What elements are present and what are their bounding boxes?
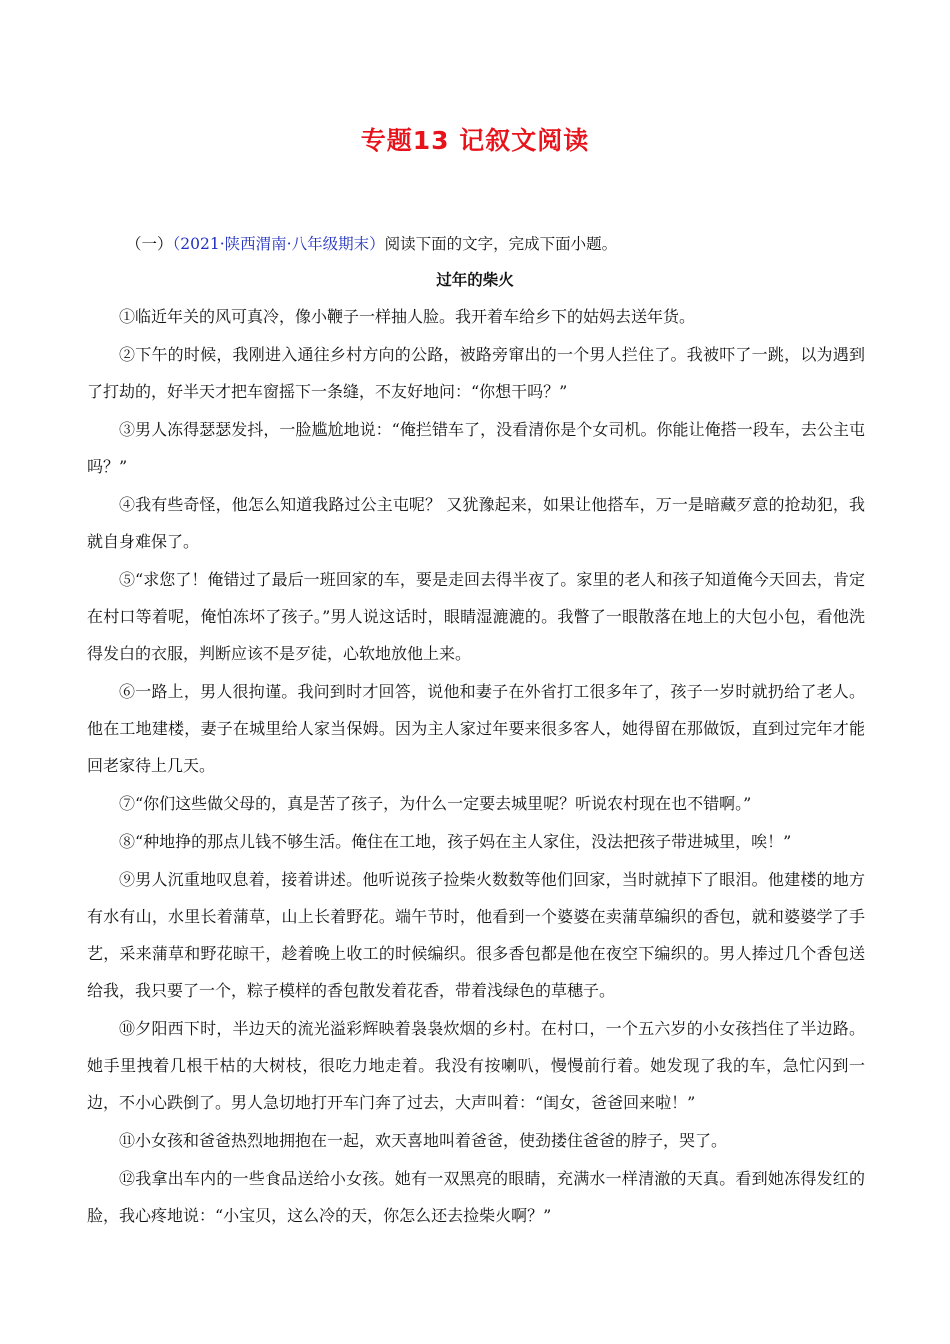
paragraph-7: ⑦“你们这些做父母的，真是苦了孩子，为什么一定要去城里呢？听说农村现在也不错啊。” [119, 794, 752, 813]
paragraph-1: ①临近年关的风可真冷，像小鞭子一样抽人脸。我开着车给乡下的姑妈去送年货。 [119, 307, 696, 326]
page-title: 专题13 记叙文阅读 [360, 126, 590, 155]
story-body [87, 298, 865, 1235]
paragraph-11: ⑪小女孩和爸爸热烈地拥抱在一起，欢天喜地叫着爸爸，使劲搂住爸爸的脖子，哭了。 [119, 1131, 728, 1150]
question-instruction: 阅读下面的文字，完成下面小题。 [384, 235, 618, 253]
paragraph-3: ③男人冻得瑟瑟发抖，一脸尴尬地说：“俺拦错车了，没看清你是个女司机。你能让俺搭一段车，去公主屯吗？” [87, 420, 865, 476]
paragraph-8: ⑧“种地挣的那点儿钱不够生活。俺住在工地，孩子妈在主人家住，没法把孩子带进城里，唉！” [119, 832, 792, 851]
paragraph-2: ②下午的时候，我刚进入通往乡村方向的公路，被路旁窜出的一个男人拦住了。我被吓了一跳，以为遇到了打劫的，好半天才把车窗摇下一条缝，不友好地问：“你想干吗？” [87, 345, 865, 401]
paragraph-5: ⑤“求您了！俺错过了最后一班回家的车，要是走回去得半夜了。家里的老人和孩子知道俺今天回去，肯定在村口等着呢，俺怕冻坏了孩子。”男人说这话时，眼睛湿漉漉的。我瞥了一眼散落在地上的大包小包，看他洗得发白的衣服，判断应该不是歹徒，心软地放他上来。 [87, 570, 865, 663]
paragraph-4: ④我有些奇怪，他怎么知道我路过公主屯呢？ 又犹豫起来，如果让他搭车，万一是暗藏歹意的抢劫犯，我就自身难保了。 [87, 495, 865, 551]
story-title: 过年的柴火 [436, 270, 514, 289]
paragraph-10: ⑩夕阳西下时，半边天的流光溢彩辉映着袅袅炊烟的乡村。在村口，一个五六岁的小女孩挡住了半边路。她手里拽着几根干枯的大树枝，很吃力地走着。我没有按喇叭，慢慢前行着。她发现了我的车，急忙闪到一边，不小心跌倒了。男人急切地打开车门奔了过去，大声叫着：“闺女，爸爸回来啦！” [87, 1019, 865, 1112]
question-intro [126, 232, 617, 256]
question-source: （2021·陕西渭南·八年级期末） [172, 235, 385, 253]
paragraph-6: ⑥一路上，男人很拘谨。我问到时才回答，说他和妻子在外省打工很多年了，孩子一岁时就扔给了老人。他在工地建楼，妻子在城里给人家当保姆。因为主人家过年要来很多客人，她得留在那做饭，直到过完年才能回老家待上几天。 [87, 682, 865, 775]
paragraph-12: ⑫我拿出车内的一些食品送给小女孩。她有一双黑亮的眼睛，充满水一样清澈的天真。看到她冻得发红的脸，我心疼地说：“小宝贝，这么冷的天，你怎么还去捡柴火啊？” [87, 1169, 865, 1225]
question-number: （一） [126, 235, 173, 253]
paragraph-9: ⑨男人沉重地叹息着，接着讲述。他听说孩子捡柴火数数等他们回家，当时就掉下了眼泪。他建楼的地方有水有山，水里长着蒲草，山上长着野花。端午节时，他看到一个婆婆在卖蒲草编织的香包，就和婆婆学了手艺，采来蒲草和野花晾干，趁着晚上收工的时候编织。很多香包都是他在夜空下编织的。男人捧过几个香包送给我，我只要了一个，粽子模样的香包散发着花香，带着浅绿色的草穗子。 [87, 870, 865, 1000]
